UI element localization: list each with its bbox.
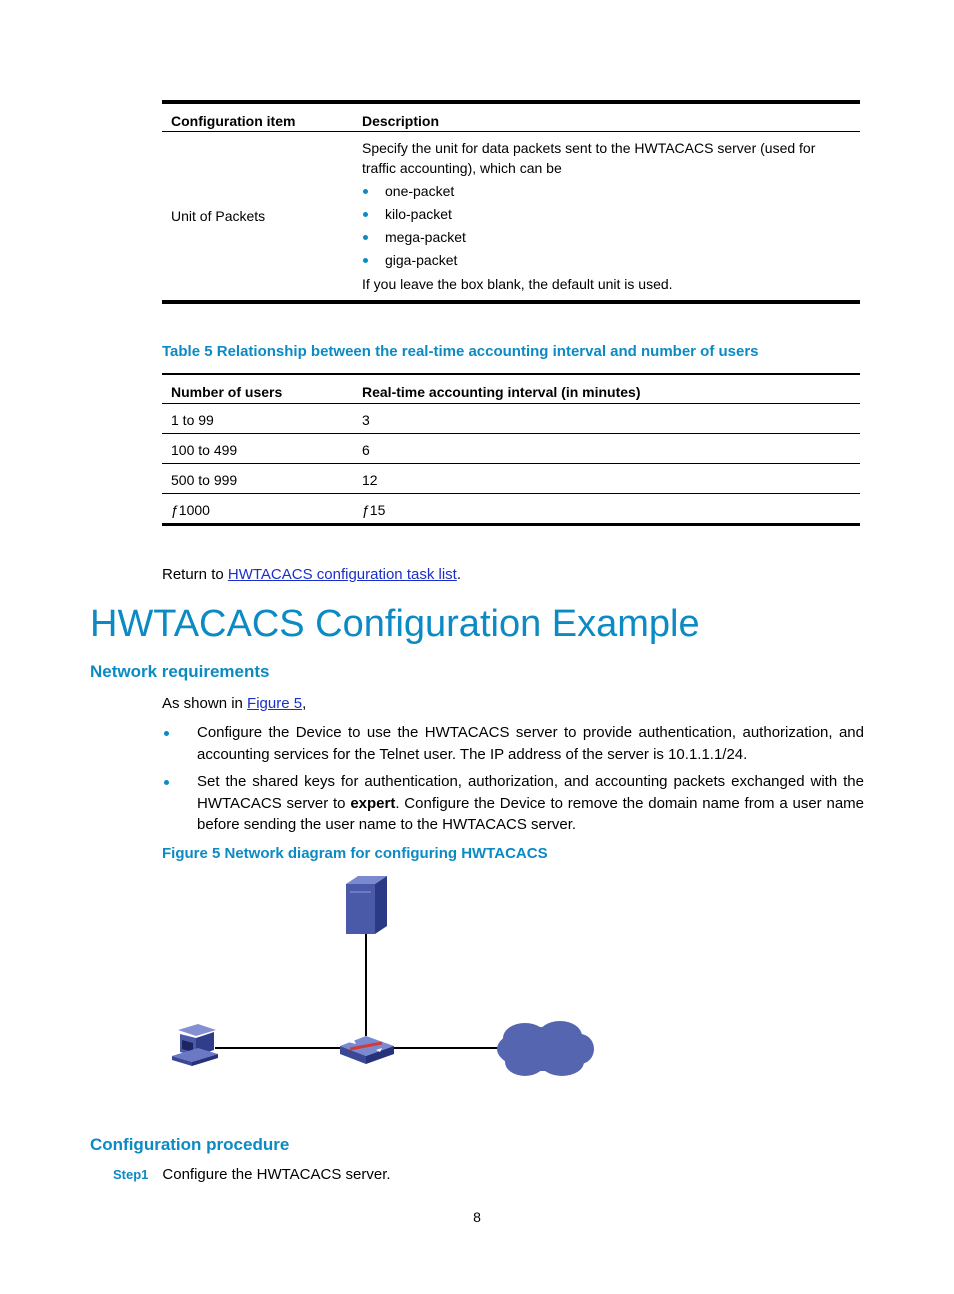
list-item xyxy=(162,771,864,836)
list-item: mega-packet xyxy=(362,226,851,249)
return-line xyxy=(162,566,461,583)
description-intro: Specify the unit for data packets sent to the HWTACACS server (used for traffic accounting), which can be xyxy=(362,140,816,176)
users-cell: 500 to 999 xyxy=(162,464,353,494)
section-title-network-requirements: Network requirements xyxy=(90,662,270,681)
section-title-configuration-procedure: Configuration procedure xyxy=(90,1135,290,1154)
col-header-interval: Real-time accounting interval (in minutes) xyxy=(353,374,860,404)
return-suffix: . xyxy=(456,566,462,583)
page-number: 8 xyxy=(473,1209,481,1225)
step-1 xyxy=(113,1166,391,1183)
interval-cell: ƒ15 xyxy=(353,494,860,525)
task-list-link[interactable]: HWTACACS configuration task list xyxy=(227,566,457,583)
page-title: HWTACACS Configuration Example xyxy=(90,603,700,645)
users-cell: 100 to 499 xyxy=(162,434,353,464)
col-header-users: Number of users xyxy=(162,374,353,404)
return-prefix: Return to xyxy=(162,566,228,583)
intro-suffix: , xyxy=(302,695,307,712)
bullet2-prefix: Set the shared keys for authentication, authorization, and accounting packets exchanged with the HWTACACS server to xyxy=(197,773,864,812)
step-text: Configure the HWTACACS server. xyxy=(162,1166,391,1183)
table-row xyxy=(162,434,860,464)
config-table xyxy=(162,100,860,304)
step-label: Step1 xyxy=(113,1167,149,1182)
shared-key-text: expert xyxy=(350,794,396,812)
list-item: giga-packet xyxy=(362,249,851,272)
config-item-cell: Unit of Packets xyxy=(162,132,353,303)
description-cell xyxy=(353,132,860,303)
bullet2-suffix: . Configure the Device to remove the domain name from a user name before sending the user name to the HWTACACS server. xyxy=(197,794,865,833)
device-switch-icon xyxy=(340,1036,394,1064)
host-pc-icon xyxy=(172,1024,218,1066)
intro-prefix: As shown in xyxy=(162,695,248,712)
requirements-intro xyxy=(162,695,306,712)
requirements-list xyxy=(162,722,864,842)
figure-caption: Figure 5 Network diagram for configuring HWTACACS xyxy=(162,845,548,862)
list-item: one-packet xyxy=(362,180,851,203)
users-cell: 1 to 99 xyxy=(162,404,353,434)
list-item: kilo-packet xyxy=(362,203,851,226)
accounting-interval-table xyxy=(162,373,860,526)
figure-5-link[interactable]: Figure 5 xyxy=(247,695,303,712)
table-row xyxy=(162,464,860,494)
internet-cloud-icon xyxy=(497,1021,594,1076)
table-caption: Table 5 Relationship between the real-time accounting interval and number of users xyxy=(162,343,759,360)
interval-cell: 6 xyxy=(353,434,860,464)
users-cell: ƒ1000 xyxy=(162,494,353,525)
description-note: If you leave the box blank, the default unit is used. xyxy=(362,276,673,292)
interval-cell: 3 xyxy=(353,404,860,434)
table-row xyxy=(162,132,860,303)
server-icon xyxy=(346,876,387,934)
table-row xyxy=(162,494,860,525)
unit-options-list xyxy=(362,180,851,272)
interval-cell: 12 xyxy=(353,464,860,494)
col-header-description: Description xyxy=(353,102,860,132)
table-row xyxy=(162,404,860,434)
col-header-config-item: Configuration item xyxy=(162,102,353,132)
network-diagram xyxy=(160,866,610,1086)
list-item: Configure the Device to use the HWTACACS server to provide authentication, authorization, and accounting services for the Telnet user. The IP address of the server is 10.1.1.1/24. xyxy=(162,722,864,765)
